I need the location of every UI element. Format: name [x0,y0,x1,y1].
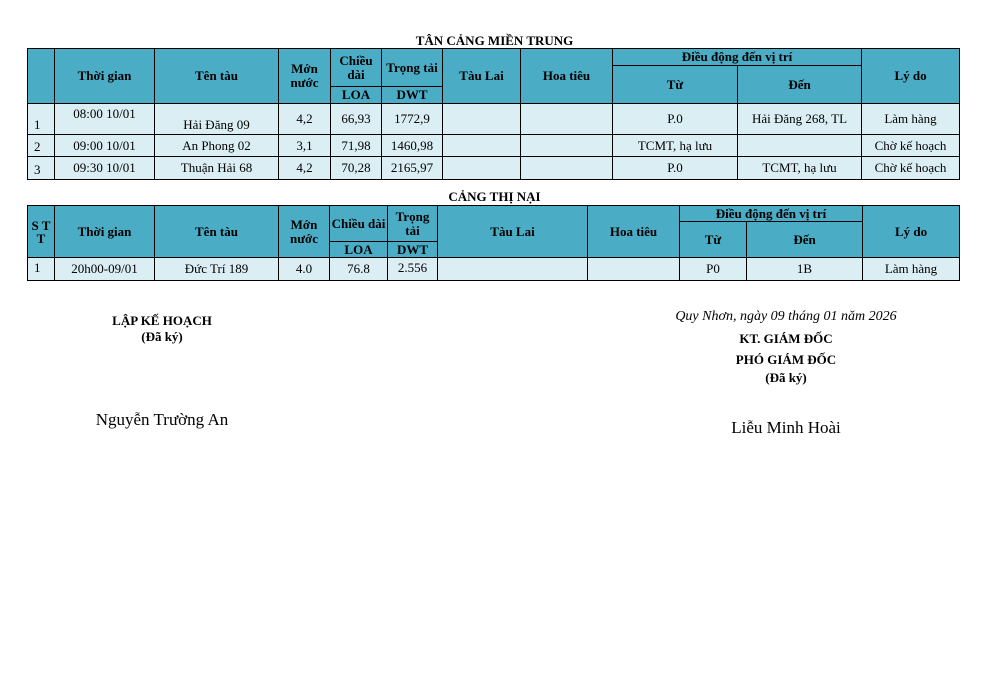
draft-header: Mớn nước [279,49,331,104]
ship-header: Tên tàu [155,206,279,258]
reason-header: Lý do [862,49,960,104]
length-header: Chiều dài [331,49,382,87]
row-loa: 71,98 [331,135,382,157]
row-reason: Làm hàng [862,104,960,135]
row-time: 09:30 10/01 [55,157,155,180]
stt-header: S T T [28,206,55,258]
director-role1: KT. GIÁM ĐỐC [739,331,833,346]
row-pilot [521,104,613,135]
row-from: TCMT, hạ lưu [613,135,738,157]
section2-title: CẢNG THỊ NẠI [448,189,541,204]
row-tug [443,104,521,135]
move-header: Điều động đến vị trí [680,206,863,222]
pilot-header: Hoa tiêu [521,49,613,104]
row-reason: Chờ kế hoạch [862,135,960,157]
pilot-header: Hoa tiêu [588,206,680,258]
tonnage-header: Trọng tải [382,49,443,87]
draft-header: Mớn nước [279,206,330,258]
tonnage-unit-header: DWT [382,87,443,104]
row-stt: 3 [28,157,55,180]
from-header: Từ [680,222,747,258]
planner-role: LẬP KẾ HOẠCH [112,313,212,328]
to-header: Đến [747,222,863,258]
row-time: 09:00 10/01 [55,135,155,157]
director-role2: PHÓ GIÁM ĐỐC [735,352,837,367]
row-stt: 2 [28,135,55,157]
row-loa: 66,93 [331,104,382,135]
row-ship: An Phong 02 [155,135,279,157]
row-dwt: 2.556 [388,258,438,281]
row-tug [443,135,521,157]
row-ship: Hải Đăng 09 [155,104,279,135]
length-unit-header: LOA [331,87,382,104]
planner-name: Nguyễn Trường An [95,410,229,429]
row-from: P.0 [613,157,738,180]
row-stt: 1 [28,104,55,135]
from-header: Từ [613,66,738,104]
director-name: Liễu Minh Hoài [731,418,841,437]
row-dwt: 2165,97 [382,157,443,180]
row-stt: 1 [28,258,55,281]
length-unit-header: LOA [330,242,388,258]
ship-header: Tên tàu [155,49,279,104]
row-from: P0 [680,258,747,281]
table-row [28,258,960,281]
table-row [28,135,960,157]
row-reason: Làm hàng [863,258,960,281]
schedule-table-thi-nai [27,205,960,281]
director-signed: (Đã ký) [765,370,807,385]
row-pilot [521,157,613,180]
time-header: Thời gian [55,49,155,104]
row-loa: 70,28 [331,157,382,180]
row-to: 1B [747,258,863,281]
section1-title: TÂN CẢNG MIỀN TRUNG [415,33,574,48]
planner-signed: (Đã ký) [141,329,183,344]
row-time: 20h00-09/01 [55,258,155,281]
row-dwt: 1460,98 [382,135,443,157]
tonnage-unit-header: DWT [388,242,438,258]
row-from: P.0 [613,104,738,135]
row-tug [443,157,521,180]
row-reason: Chờ kế hoạch [862,157,960,180]
row-draft: 4.0 [279,258,330,281]
to-header: Đến [738,66,862,104]
row-ship: Đức Trí 189 [155,258,279,281]
row-ship: Thuận Hải 68 [155,157,279,180]
row-draft: 3,1 [279,135,331,157]
row-pilot [588,258,680,281]
row-pilot [521,135,613,157]
row-tug [438,258,588,281]
tug-header: Tàu Lai [443,49,521,104]
row-time: 08:00 10/01 [55,104,155,135]
row-to: Hải Đăng 268, TL [738,104,862,135]
place-date: Quy Nhơn, ngày 09 tháng 01 năm 2026 [675,309,897,324]
row-to: TCMT, hạ lưu [738,157,862,180]
schedule-table-tan-cang [27,48,960,180]
row-dwt: 1772,9 [382,104,443,135]
table-row [28,104,960,135]
reason-header: Lý do [863,206,960,258]
row-draft: 4,2 [279,157,331,180]
tug-header: Tàu Lai [438,206,588,258]
table-row [28,157,960,180]
tonnage-header: Trọng tải [388,206,438,242]
stt-header [28,49,55,104]
move-header: Điều động đến vị trí [613,49,862,66]
length-header: Chiều dài [330,206,388,242]
row-to [738,135,862,157]
time-header: Thời gian [55,206,155,258]
row-loa: 76.8 [330,258,388,281]
row-draft: 4,2 [279,104,331,135]
